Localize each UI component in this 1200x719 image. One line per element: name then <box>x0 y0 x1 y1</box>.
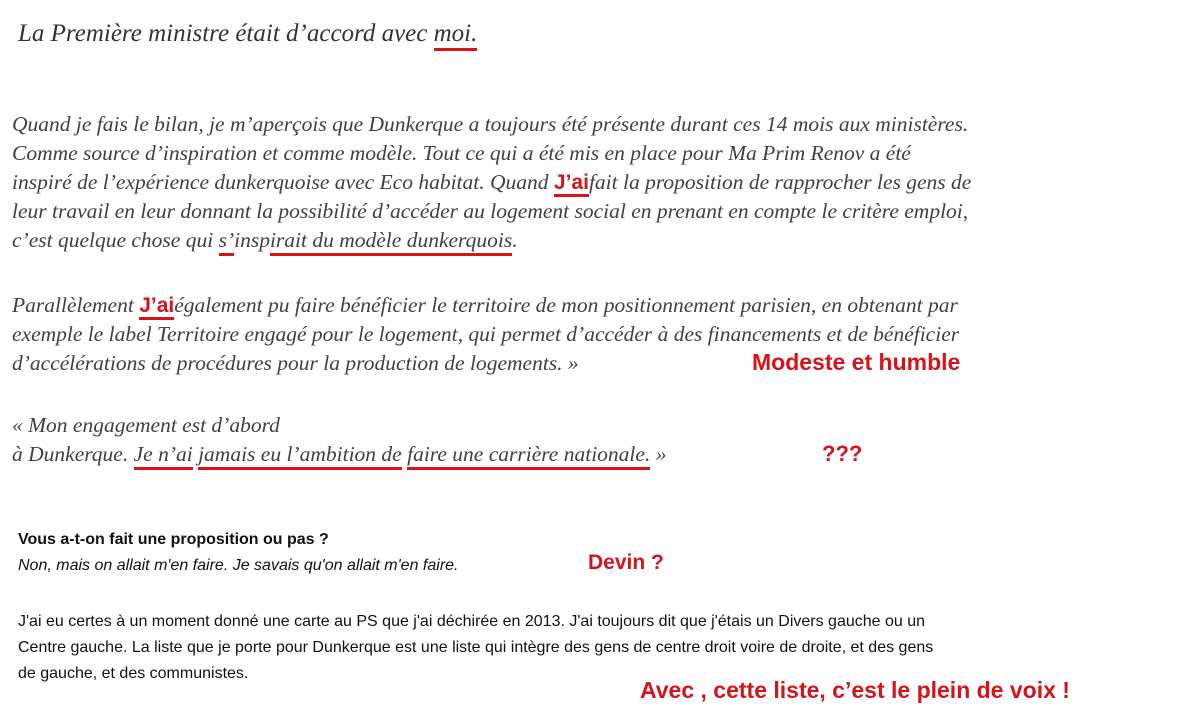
p1-line5-before: c’est quelque chose qui <box>12 228 219 252</box>
p2-line3: d’accélérations de procédures pour la production de logements. » <box>12 351 579 375</box>
underline-quois: quois <box>466 228 513 256</box>
p2-line1-before: Parallèlement <box>12 293 140 317</box>
p2-line1 <box>12 291 959 320</box>
underline-modele: irait du modèle dunker <box>270 228 466 256</box>
p4-line2: Centre gauche. La liste que je porte pour Dunkerque est une liste qui intègre des gens de centre droit voire de droite, et des gens <box>18 639 934 656</box>
p3-line2-before: à Dunkerque. <box>12 442 134 466</box>
paragraph-bilan <box>12 110 971 255</box>
p3-line2 <box>12 440 666 469</box>
inserted-jai-2: J’ai <box>139 294 174 320</box>
p4-line3: de gauche, et des communistes. <box>18 665 249 682</box>
underlined-moi: moi. <box>434 20 478 51</box>
underline-carriere: faire une carrière nationale. <box>407 442 650 470</box>
p2-line2: exemple le label Territoire engagé pour le logement, qui permet d’accéder à des financements et de bénéficier <box>12 322 960 346</box>
title-text: La Première ministre était d’accord avec <box>18 20 434 47</box>
comment-modeste: Modeste et humble <box>752 349 961 375</box>
comment-devin: Devin ? <box>588 551 664 574</box>
p1-line5-end: . <box>512 228 518 252</box>
p3-line1: « Mon engagement est d’abord <box>12 413 280 437</box>
p1-line2: Comme source d’inspiration et comme modèle. Tout ce qui a été mis en place pour Ma Prim Renov a été <box>12 141 911 165</box>
inserted-jai-1: J’ai <box>554 171 589 197</box>
paragraph-engagement <box>12 411 666 469</box>
p2-line1-after: également pu faire bénéficier le territoire de mon positionnement parisien, en obtenant par <box>174 293 958 317</box>
p4-line1: J'ai eu certes à un moment donné une carte au PS que j'ai déchirée en 2013. J'ai toujours dit que j'étais un Divers gauche ou un <box>18 613 926 630</box>
p1-line5-mid: insp <box>234 228 270 252</box>
interview-question: Vous a-t-on fait une proposition ou pas ? <box>18 531 329 548</box>
heading-quote <box>18 20 477 48</box>
p3-line2-end: » <box>650 442 667 466</box>
underline-ambition: jamais eu l’ambition de <box>198 442 402 470</box>
interview-paragraph <box>18 609 933 687</box>
underline-je-nai: Je n’ai <box>134 442 193 470</box>
p1-line3-after: fait la proposition de rapprocher les gens de <box>588 170 972 194</box>
comment-final: Avec , cette liste, c’est le plein de voix ! <box>640 677 1070 703</box>
p1-line4: leur travail en leur donnant la possibilité d’accéder au logement social en prenant en compte le critère emploi, <box>12 199 969 223</box>
comment-question-marks: ??? <box>822 441 863 466</box>
underline-s: s’ <box>219 228 235 256</box>
p1-line1: Quand je fais le bilan, je m’aperçois que Dunkerque a toujours été présente durant ces 14 mois aux ministères. <box>12 112 969 136</box>
p1-line5 <box>12 226 971 255</box>
p1-line3 <box>12 168 971 197</box>
interview-answer: Non, mais on allait m'en faire. Je savais qu'on allait m'en faire. <box>18 557 459 574</box>
p1-line3-before: inspiré de l’expérience dunkerquoise avec Eco habitat. Quand <box>12 170 554 194</box>
